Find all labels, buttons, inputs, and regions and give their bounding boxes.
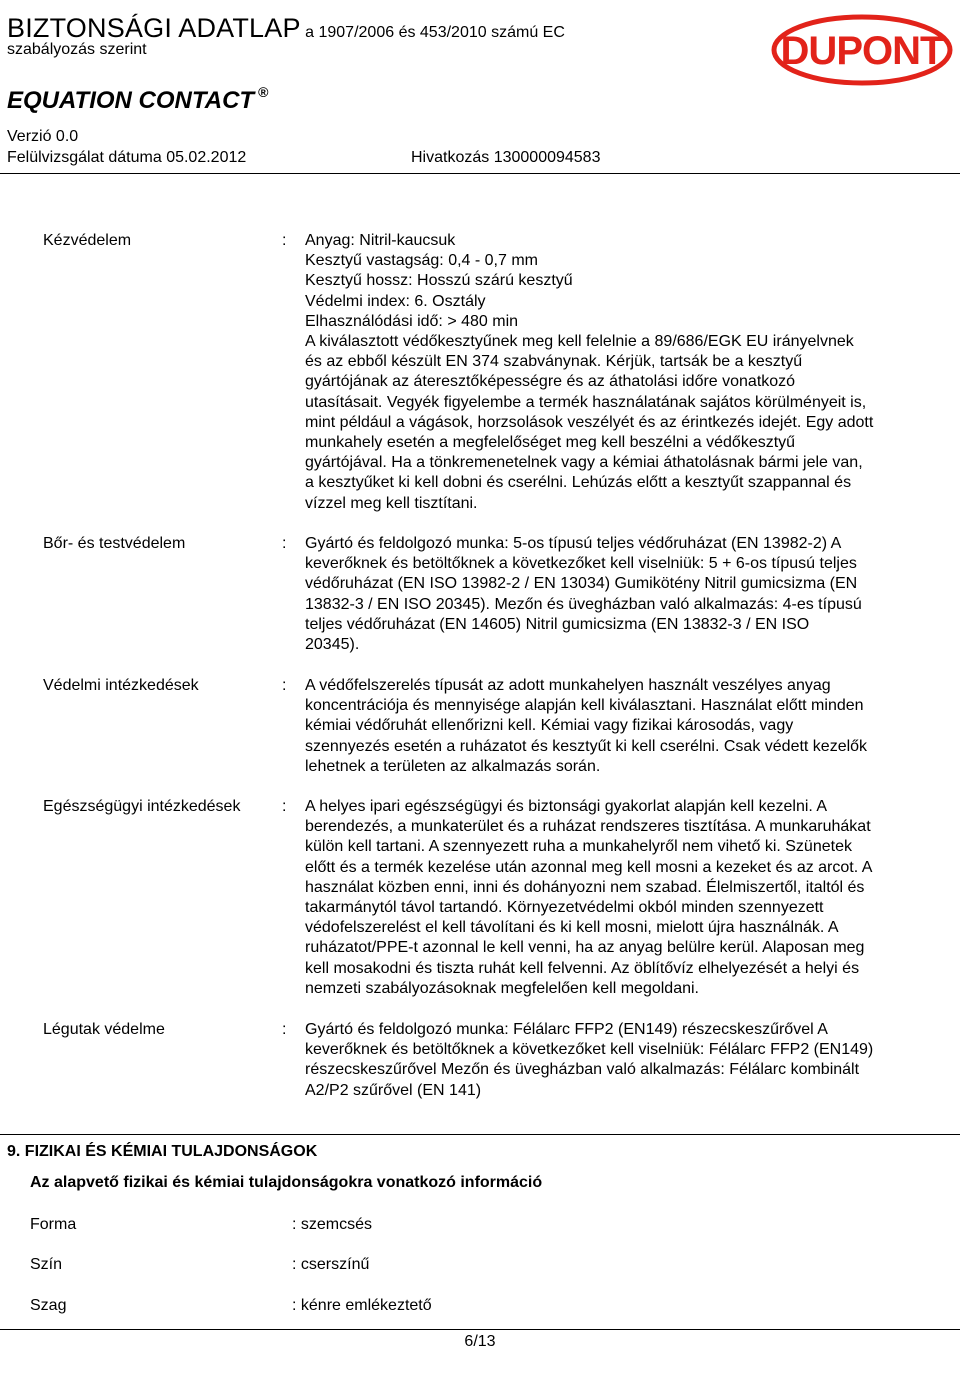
value-line: Anyag: Nitril-kaucsuk xyxy=(305,232,456,249)
row-colon: : xyxy=(282,677,287,694)
registered-mark: ® xyxy=(258,84,269,100)
value-line: Gyártó és feldolgozó munka: Félálarc FFP2 (EN149) részecskeszűrővel A xyxy=(305,1021,828,1038)
value-line: védofelszerelést el kell távolítani és ki kell mosni, mielott újra használnák. A xyxy=(305,919,839,937)
value-line: koncentrációja és mennyisége alapján kell kiválasztani. Használat előtt minden xyxy=(305,697,864,715)
title-suffix: a 1907/2006 és 453/2010 számú EC xyxy=(305,24,565,41)
value-line: takarmánytól távol tartandó. Környezetvédelmi okból minden szennyezett xyxy=(305,899,824,917)
value-line: utasításait. Vegyék figyelembe a termék használatának sajátos körülményeit is, xyxy=(305,393,867,411)
value-line: védőruházat (EN ISO 13982-2 / EN 13034) Gumikötény Nitril gumicsizma (EN xyxy=(305,575,858,593)
property-value: : cserszínű xyxy=(292,1256,370,1273)
version: Verzió 0.0 xyxy=(7,128,79,145)
value-line: Kesztyű hossz: Hosszú szárú kesztyű xyxy=(305,272,573,290)
value-line: kémiai védőruhát ellenőrizni kell. Kémiai vagy fizikai károsodás, vagy xyxy=(305,717,794,735)
reference-number: Hivatkozás 130000094583 xyxy=(411,149,601,166)
value-line: ruházatot/PPE-t azonnal le kell venni, ha az anyag belülre kerül. Alaposan meg xyxy=(305,939,865,957)
value-line: A kiválasztott védőkesztyűnek meg kell felelnie a 89/686/EGK EU irányelvnek xyxy=(305,333,854,351)
review-date: Felülvizsgálat dátuma 05.02.2012 xyxy=(7,149,247,166)
row-colon: : xyxy=(282,798,287,815)
row-label: Bőr- és testvédelem xyxy=(43,535,186,552)
property-label: Forma xyxy=(30,1216,77,1233)
section-divider xyxy=(0,1134,960,1135)
section-title: 9. FIZIKAI ÉS KÉMIAI TULAJDONSÁGOK xyxy=(7,1143,318,1160)
row-label: Egészségügyi intézkedések xyxy=(43,798,241,815)
value-line: 13832-3 / EN ISO 20345). Mezőn és üvegházban való alkalmazás: 4-es típusú xyxy=(305,595,862,613)
value-line: keverőknek és betöltőknek a következőket kell viselniük: Félálarc FFP2 (EN149) xyxy=(305,1041,874,1059)
value-line: Védelmi index: 6. Osztály xyxy=(305,292,486,310)
value-line: munkahely esetén a megfelelőséget meg kell beszélni a védőkesztyű xyxy=(305,434,796,452)
value-line: mint például a vágások, horzsolások veszélyét és az érintkezés idejét. Egy adott xyxy=(305,413,874,431)
row-label: Kézvédelem xyxy=(43,232,132,249)
value-line: részecskeszűrővel Mezőn és üvegházban való alkalmazás: Félálarc kombinált xyxy=(305,1061,860,1079)
property-value: : kénre emlékeztető xyxy=(292,1297,432,1314)
row-colon: : xyxy=(282,232,287,249)
row-label: Légutak védelme xyxy=(43,1021,165,1038)
value-line: A2/P2 szűrővel (EN 141) xyxy=(305,1081,482,1099)
footer-divider xyxy=(0,1329,960,1330)
header-divider xyxy=(0,173,960,174)
product-name xyxy=(7,86,268,115)
value-line: vízzel meg kell tisztítani. xyxy=(305,494,478,512)
value-line: Gyártó és feldolgozó munka: 5-os típusú teljes védőruházat (EN 13982-2) A xyxy=(305,535,842,552)
value-line: Kesztyű vastagság: 0,4 - 0,7 mm xyxy=(305,252,538,270)
section-subtitle: Az alapvető fizikai és kémiai tulajdonságokra vonatkozó információ xyxy=(30,1174,543,1191)
row-colon: : xyxy=(282,1021,287,1038)
property-label: Szín xyxy=(30,1256,63,1273)
value-line: szennyezés esetén a ruházatot és kesztyűt ki kell cserélni. Csak védett kezelők xyxy=(305,737,868,755)
value-line: kell mosakodni és tiszta ruhát kell felvenni. Az öblítővíz elhelyezését a helyi és xyxy=(305,959,860,977)
value-line: 20345). xyxy=(305,636,360,654)
value-line: gyártójával. Ha a tönkremenetelnek vagy a kémiai áthatolásnak bármi jele van, xyxy=(305,454,863,472)
property-label: Szag xyxy=(30,1297,67,1314)
logo-text: DUPONT xyxy=(780,29,944,73)
document-title xyxy=(7,13,565,44)
value-line: előtt és a termék kezelése után azonnal meg kell mosni a kezeket és az arcot. A xyxy=(305,858,873,876)
value-line: keverőknek és betöltőknek a következőket kell viselniük: 5 + 6-os típusú teljes xyxy=(305,555,857,573)
value-line: nemzeti szabályozásoknak megfelelően kell megoldani. xyxy=(305,979,699,997)
value-line: használat közben enni, inni és dohányozni nem szabad. Élelmiszertől, italtól és xyxy=(305,878,865,896)
property-value: : szemcsés xyxy=(292,1216,373,1233)
title-main: BIZTONSÁGI ADATLAP xyxy=(7,13,301,43)
row-value xyxy=(305,797,940,999)
row-colon: : xyxy=(282,535,287,552)
value-line: berendezés, a munkaterület és a ruházat rendszeres tisztítása. A munkaruhákat xyxy=(305,818,871,836)
row-label: Védelmi intézkedések xyxy=(43,677,199,694)
page-number: 6/13 xyxy=(464,1333,496,1350)
value-line: külön kell tartani. A szennyezett ruha a munkahelyről nem vihető ki. Szünetek xyxy=(305,838,852,856)
regulation-line: szabályozás szerint xyxy=(7,41,147,58)
row-value xyxy=(305,676,940,777)
row-value xyxy=(305,231,940,514)
value-line: és az ebből készült EN 374 szabványnak. Kérjük, tartsák be a kesztyű xyxy=(305,353,803,371)
row-value xyxy=(305,534,940,655)
dupont-logo xyxy=(770,14,954,86)
value-line: a kesztyűket ki kell dobni és cserélni. Lehúzás előtt a kesztyűt szappannal és xyxy=(305,474,852,492)
value-line: A helyes ipari egészségügyi és biztonsági gyakorlat alapján kell kezelni. A xyxy=(305,798,828,815)
value-line: Elhasználódási idő: > 480 min xyxy=(305,312,519,330)
row-value xyxy=(305,1020,940,1101)
value-line: gyártójának az áteresztőképességre és az áthatolási időre vonatkozó xyxy=(305,373,796,391)
value-line: teljes védőruházat (EN 14605) Nitril gumicsizma (EN 13832-3 / EN ISO xyxy=(305,615,810,633)
value-line: lehetnek a területen az alkalmazás során. xyxy=(305,757,601,775)
value-line: A védőfelszerelés típusát az adott munkahelyen használt veszélyes anyag xyxy=(305,677,831,694)
product-name-text: EQUATION CONTACT xyxy=(7,87,255,114)
